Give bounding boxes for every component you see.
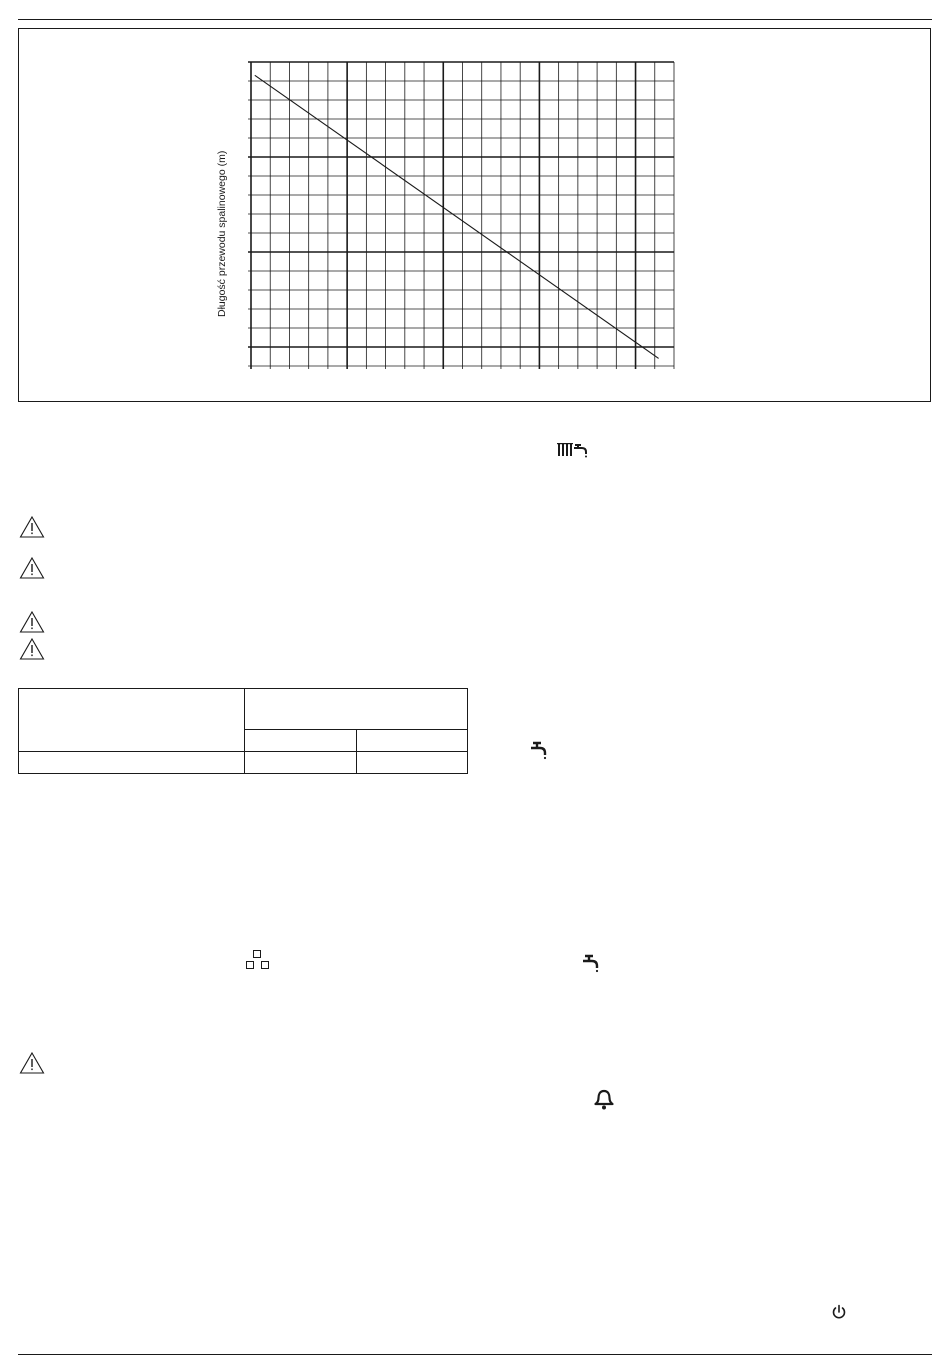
y-axis-label: Długość przewodu spalinowego (m) xyxy=(216,150,228,317)
chart-grid xyxy=(248,62,674,369)
series-line xyxy=(255,75,659,358)
warning-triangle-icon xyxy=(19,610,45,634)
warning-triangle-icon xyxy=(19,515,45,539)
top-rule xyxy=(18,19,932,20)
table-cell xyxy=(245,752,357,774)
network-boxes-icon xyxy=(245,949,271,971)
power-icon xyxy=(831,1304,847,1320)
table-row xyxy=(19,752,468,774)
table-subheader-cell xyxy=(357,730,468,752)
table-subheader-cell xyxy=(245,730,357,752)
table-row xyxy=(19,689,468,730)
chart-series xyxy=(255,75,659,358)
radiator-and-tap-icon xyxy=(557,442,589,458)
flue-length-chart xyxy=(19,29,932,403)
table-header-cell xyxy=(19,689,245,752)
bottom-rule xyxy=(18,1354,932,1355)
warning-triangle-icon xyxy=(19,637,45,661)
table-header-cell xyxy=(245,689,468,730)
bell-icon xyxy=(594,1089,614,1111)
warning-triangle-icon xyxy=(19,556,45,580)
spec-table xyxy=(18,688,468,774)
tap-icon xyxy=(582,953,602,973)
chart-frame xyxy=(18,28,931,402)
tap-icon xyxy=(530,740,550,760)
warning-triangle-icon xyxy=(19,1051,45,1075)
table-cell xyxy=(19,752,245,774)
table-cell xyxy=(357,752,468,774)
